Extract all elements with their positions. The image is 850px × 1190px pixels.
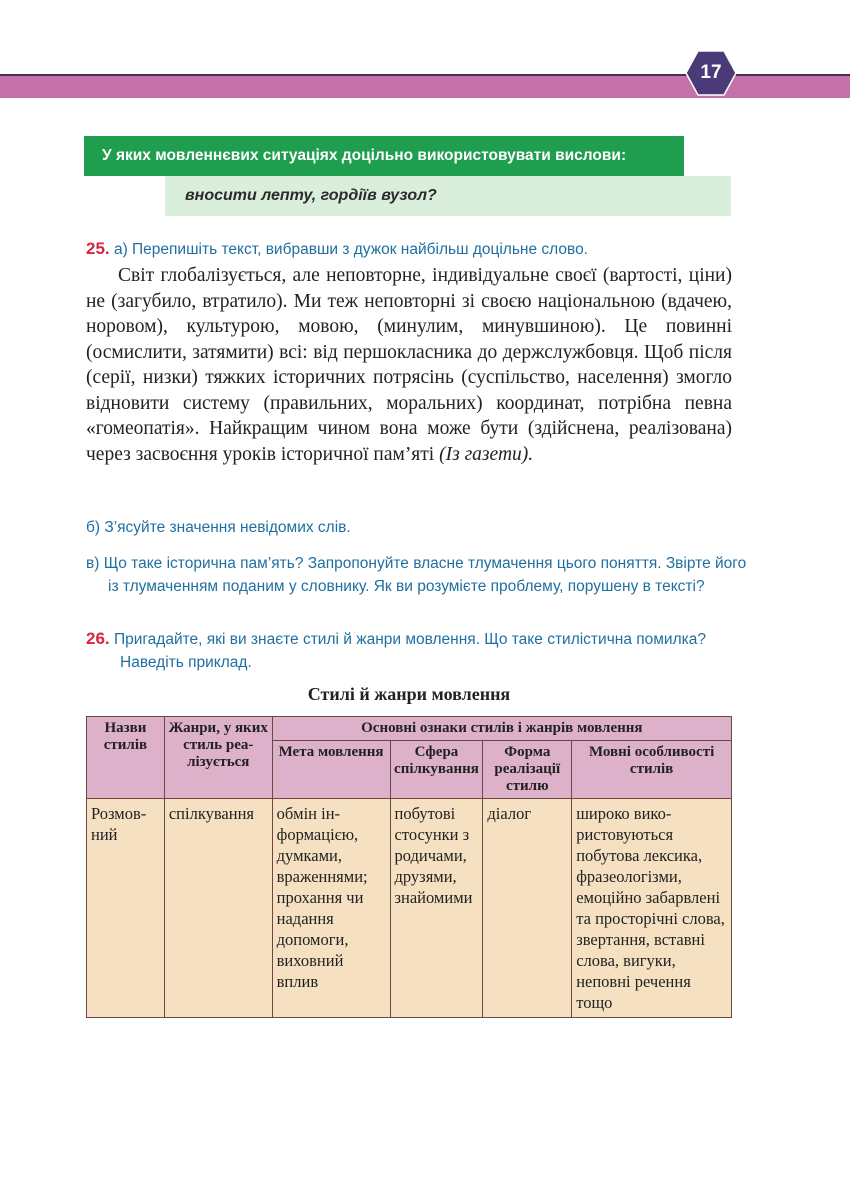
cell-features: широко використовуються побутова лексика, фразеологізми, емоційно забарвлені та просторічні слова, звертання, вставні слова, вигуки, неповні речення тощо [572, 799, 732, 1018]
cell-sphere: побутові стосунки з родичами, друзями, знайомими [390, 799, 483, 1018]
task-number: 26. [86, 629, 110, 648]
header-genres: Жанри, у яких стиль реалізується [164, 717, 272, 799]
task-25-instruction-a [86, 237, 732, 261]
header-purpose: Мета мовлення [272, 741, 390, 799]
cell-genre: спілкування [164, 799, 272, 1018]
task-25-instruction-b: б) З’ясуйте значення невідомих слів. [86, 519, 351, 536]
callout-question: У яких мовленнєвих ситуаціях доцільно використовувати вислови: [84, 136, 684, 176]
page-number: 17 [700, 62, 722, 83]
task-25-instruction-c: в) Що таке історична пам’ять? Запропонуйте власне тлумачення цього поняття. Звірте його із тлумаченням поданим у словнику. Як ви розумієте проблему, порушену в тексті? [86, 555, 747, 595]
page-number-badge [685, 50, 737, 96]
table-row [87, 799, 732, 1018]
task-26 [86, 627, 766, 674]
exercise-text [86, 263, 732, 467]
header-group: Основні ознаки стилів і жанрів мовлення [272, 717, 731, 741]
header-form: Форма реалізації стилю [483, 741, 572, 799]
cell-purpose: обмін інформацією, думками, враженнями; прохання чи надання допомоги, виховний вплив [272, 799, 390, 1018]
table-header-row [87, 717, 732, 741]
header-features: Мовні особливості стилів [572, 741, 732, 799]
callout-phrases: вносити лепту, гордіїв вузол? [165, 176, 731, 216]
header-sphere: Сфера спілкування [390, 741, 483, 799]
instruction-text: Пригадайте, які ви знаєте стилі й жанри мовлення. Що таке стилістична помилка? Наведіть приклад. [113, 631, 706, 671]
cell-form: діалог [483, 799, 572, 1018]
instruction-text: а) Перепишіть текст, вибравши з дужок найбільш доцільне слово. [113, 241, 588, 258]
table-title: Стилі й жанри мовлення [307, 684, 511, 704]
cell-style: Розмовний [87, 799, 165, 1018]
exercise-source: (Із газети). [439, 443, 534, 465]
task-number: 25. [86, 239, 110, 258]
header-style-names: Назви стилів [87, 717, 165, 799]
styles-table [86, 716, 732, 1018]
exercise-paragraph: Світ глобалізується, але неповторне, індивідуальне своєї (вартості, ціни) не (загубило, втратило). Ми теж неповторні зі своєю національною (вдачею, норовом), культурою, мовою, (минулим, минувшиною). Це повинні (осмислити, затямити) всі: від першокласника до держслужбовця. Щоб після (серії, низки) тяжких історичних потрясінь (суспільство, населення) змогло відновити систему (правильних, моральних) координат, потрібна певна «гомеопатія». Найкращим чином вона може бути (здійснена, реалізована) через засвоєння уроків історичної пам’яті [86, 265, 732, 465]
